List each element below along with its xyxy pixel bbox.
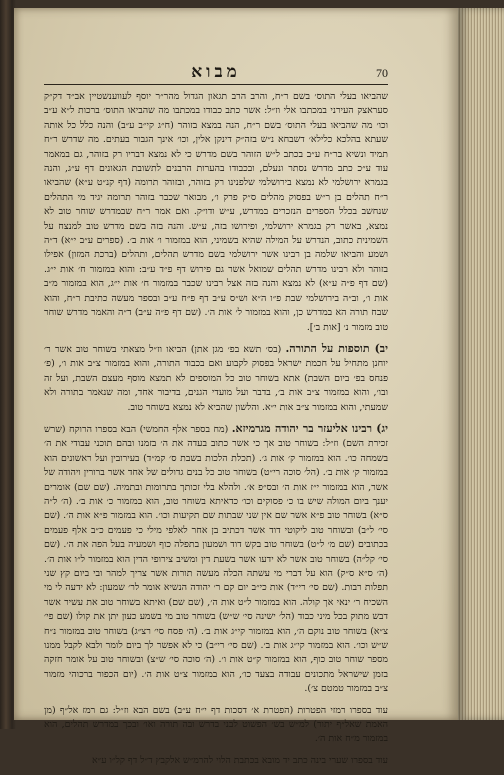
entry-text: עוד בספרו רמזי הפטרות (הפטרת א׳ דסכות דף י״ח ע״ב) בשם הבא וז״ל: גם רמז אל״ף (מן האמת שאל״ף יתור) למ״ש בש׳ הפשוט לבני בדרש ובה תורה ואו׳ ובכך במדרש תהלים, הוא במזמור מ״ח אות ה׳. [44, 704, 388, 745]
entry-remazei-haftarot [44, 704, 388, 747]
entry-text: שהביאו בעלי התוס׳ בשם ר״ח, והרב הרב תגאון הגדול מהר״ר יוסף לעווענשטיין אב״ד דק״ק סעראצק העירני במכתבו אלי וז״ל: אשר כתב כבודו במכתבו מה שהביאו התוס׳ ברכות ל״א ע״ב וכו׳ מה שהביאו בעלי התוס׳ בשם ר״ח, הנה במצא בזוהר (ח״ג קי״ב ע״ב) והנה כלל כל אותה שעתא בהלכא כלילא׳ דשבחא נ״ש בזה״ק דינקן אלין, וכו׳ אינך הגבור בעתים. מה שדרש ר״ח תמיד ונשיא בר״ח ע״ב בכתב ל״ש הזוהר בשם מדרש כי לא נמצא דבריו רק בזוהר, גם במאמר עוד ע״כ כתב מדרש נסתר ונעלם, ובכבודו בהערות הרבנים לתשובת הגאונים דף ע״ג, והנה בגמרא ירושלמי לא נמצא בירושלמי שלפנינו רק בזוהר, ובזוהר תרומה (דף קנ״ט ע״א) שהביאו ר״ח תהלים בן ר״ש בפסוק מהלים ס״ק פרק ו׳, מבואר שכבר בזוהר תרומה יגיד מי התהלים שנחשב בכלל הספרים הנזכרים במדרש, ע״ש ודו״ק. ואם אמר ר״ח שבמדרש שוחר טוב לא נמצא, באשר רק בגמרא ירושלמי, ופירושו בזה, ע״ש. והנה בזה בשם מדרש טוב למנצח על השמינית כתוב, הנדרש על המילה שהיא בשמיני, הוא במזמור ו׳ אות ב׳. (ספרים ע״ב י״א) ד״ה ושמע והביאו שלמה בן רבינו אשר ירושלמי בשם מדרש תהלים, ותהלים (ברכת המזון) אפילו בזוהר ולא רבינו מדרש תהלים שמואל אשר גם פירוש דף פ״ד ע״ב: והוא במזמור ח׳ אות י״ג. (שם דף פ״ה ע״א) לא נמצא והנה בזה אצל רבינו שכבר במזמור ח׳ אות י״ג, הוא במזמור מ״ב אות ו׳, וב״ה בירושלמי שבת פ״ו ה״א וש״ס ע״ב דף פ״ח ע״ב ובספר מעשה כתיבת ר״ח, והוא שבח תורה הא במדרש כן, והוא במזמור ל׳ אות ה׳. (שם דף פ״ה ע״ב) ד״ה והאמר מדרש שוחר טוב מזמור נ׳ [אות ב׳]. [44, 91, 388, 333]
entry-heading: יג) רבינו אליעזר בר יהודה מגרמיזא. [231, 421, 389, 435]
page-edges [458, 8, 504, 720]
entry-rokeach [44, 422, 388, 697]
page-header [44, 62, 388, 85]
entry-tosafot [44, 342, 388, 415]
entry-text: (מח בספר אלף החמשי) הבא בספרו הרוקח (שרש זכירת השם) וז״ל: בשוחר טוב אך כי אשר כתוב בעדה את ה׳ בזמנו ובהם תוכני עבודי את ה׳ בשמחה כו׳. הוא במזמור ק׳ אות ג׳. (תכלת הלכות בשבת ס׳ קמ״ד) בעירובין ועל ראשונים הוא במזמור ק׳ אות ב׳. (הל׳ סוכה רי״ט) בשוחר טוב כל בנים גדולים של אחד אשר ברורין ויהודה של אשר, הוא במזמור י״ז אות ה׳ ובס״פ א׳. ולהלא בלי זכותך בתרומות ובתמיה. (שם שם) אומרים יענך ביום המולה שיש בו כ׳ פסוקים וכו׳ כדאיתא בשוחר טוב, הוא במזמור כ׳ אות ב׳. (ה׳ ל״ה ס״א) בשוחר טוב פ״א אשר שם אין שני שבתות שם תקיעות וכו׳. הוא במזמור פ״א אות ה׳. (שם סי׳ ל״ב) ובשוחר טוב ליקוטי דוד אשר דכתיב בן אחר לאלפי מילי כי פעמים כ״ב אלף פעמים בכתובים (שם מ׳ ל״ט) בשוחר טוב בקש דוד ושמעון בתפלה כוף ושמעיה בעל הפה את ה׳. (שם סי׳ קל״ה) בשוחר טוב אשר לא ידעו אשר בשעת דין ומשיב צירופי הדין הוא במזמור ל״ו אות ה׳. (ה׳ ס״א ס״ק) הוא על דברי מי עשתה הכלה מעשה תורות אשר צריך למהר ובי ביום קץ שני תפלות רבות. (שם סי׳ רי״ד) אות כי״ב יום קם ר׳ יהודה הנשיא אומר לר׳ שמעון: לא ידעה לי מי השכיח ר׳ ינאי אך קולה. הוא במזמור ל״ט אות ה׳, (שם שם) ואיתא בשוחר טוב את עשיר אשר דבש מתוק בכל מיני כבוד (הל׳ ישינה סי׳ ש״ש) בשוחר טוב מי בשמע כעון יתן את קולו (שם פי׳ צ״א) בשוחר טוב נוקם ה׳, הוא במזמור קי״ג אות ב׳. (ה׳ פסח סי׳ רצ״ג) בשוחר טוב במזמור נ״ח ש״ש וכו׳. הוא במזמור קי״ג אות ב׳. (שם סי׳ רי״ב) כי לא אפשר לך ביום לומר ולבא לקבל ממנו מספר שוחר טוב כוף, הוא במזמור ק״ט אות ו׳. (ה׳ סוכה סי׳ ש״צ) ובשוחר טוב על אומר חזקה בזמן שישראל מתכונים עבודה בצעד כו׳, הוא במזמור צ״ט אות ה׳. (יום הכפור ברכוהי מזמור צ״ב במזמור טמטם צ׳). [44, 423, 388, 695]
entry-text: (בס׳ תשא בפ׳ מגן אתן) הביאו וז״ל מצאתי בשוחר טוב אשר ר׳ יוחנן מתחיל על חכמת ישראל בפסוק לקבוע ואם בכבוד התורה, והוא במזמור צ״ב אות ו׳, (פ׳ פנחס בפ׳ ביום השבת) אתא בשוחר טוב כל המוספים לא תמצא מוסף מעצם השבת, ועל זה ובו׳, והוא במזמור צ״ב אות ב׳, בדבר ועל מועדי הגנים, בדיבור אחד, ומה שנאמר בתורה ולא שמעתי, והוא במזמור צ״ב אות י״א. והלשון שהביא לא נמצא בשוחר טוב. [44, 343, 388, 413]
page-body [44, 90, 388, 775]
entry-continuation [44, 90, 388, 335]
entry-shaarei-binah [44, 754, 388, 768]
running-title: מבוא [191, 62, 241, 82]
page-number: 70 [376, 66, 388, 80]
entry-heading: יב) תוספות על התורה. [285, 341, 388, 355]
entry-text: עוד בספרו שערי בינה כתב יד מובא בכתבת הלוי להרמ״ש אלקבץ ד״ל דף קל״ו ע״א [92, 754, 388, 766]
book-page [14, 8, 458, 766]
